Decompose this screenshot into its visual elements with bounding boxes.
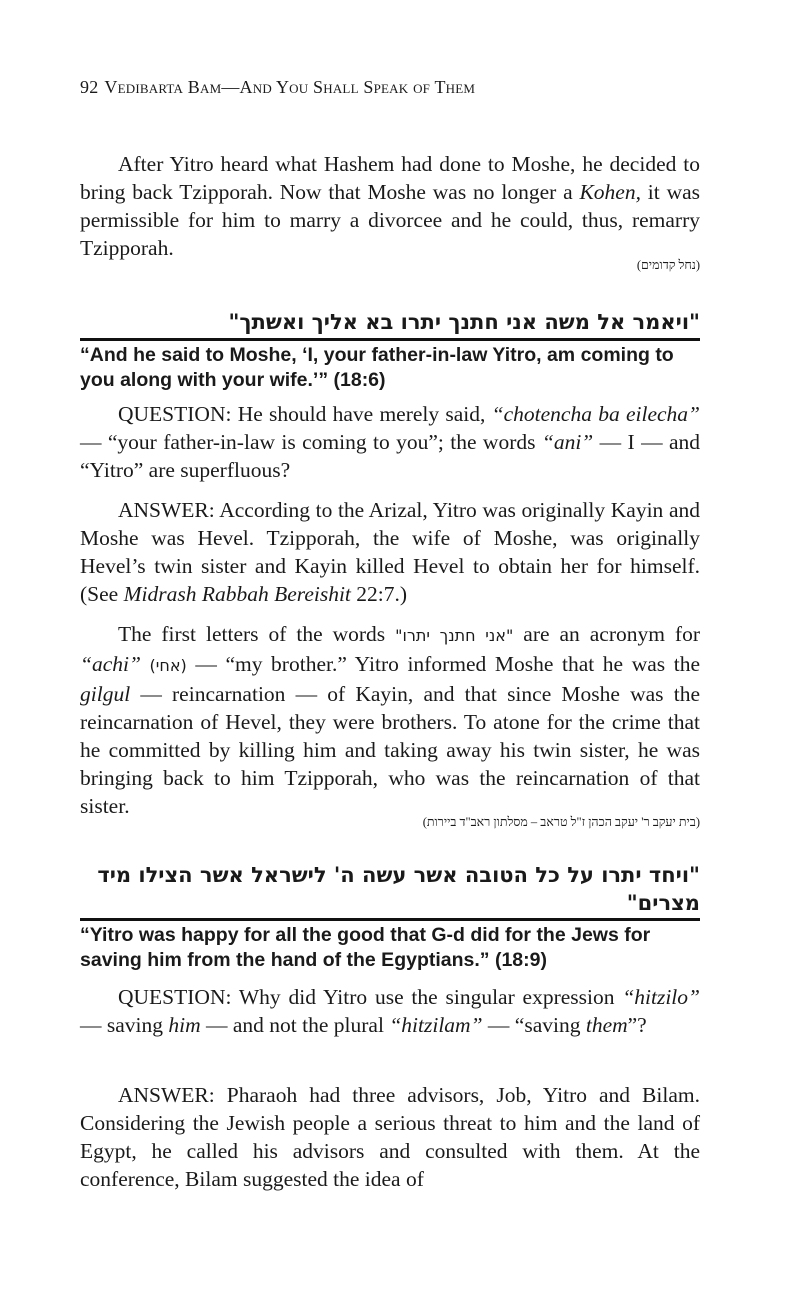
book-title: Vedibarta Bam—And You Shall Speak of Them — [104, 77, 476, 97]
intro-paragraph: After Yitro heard what Hashem had done to Moshe, he decided to bring back Tzipporah. Now that Moshe was no longer a Kohen, it was permissible for him to marry a divorcee and he could, thus, remarry Tzipporah. — [80, 152, 701, 260]
section1-source: (בית יעקב ר' יעקב הכהן ז"ל טראב – מסלתון ראב"ד ביירות) — [422, 815, 700, 829]
section1-english-title: “And he said to Moshe, ‘I, your father-in-law Yitro, am coming to you along with your wife.’” (18:6) — [80, 344, 674, 391]
section2-hebrew-title: "ויחד יתרו על כל הטובה אשר עשה ה' לישראל אשר הצילו מיד מצרים" — [97, 863, 700, 915]
section2-question: QUESTION: Why did Yitro use the singular expression “hitzilo” — saving him — and not the plural “hitzilam” — “saving them”? — [80, 985, 700, 1037]
running-head — [80, 77, 475, 98]
section1-answer-1: ANSWER: According to the Arizal, Yitro was originally Kayin and Moshe was Hevel. Tzipporah, the wife of Moshe, was originally Hevel’s twin sister and Kayin killed Hevel to obtain her for himself. (See Midrash Rabbah Bereishit 22:7.) — [80, 498, 700, 606]
page — [80, 0, 700, 1300]
section1-divider — [80, 338, 700, 341]
section1-answer-2: The first letters of the words "אני חתנך יתרו" are an acronym for “achi” (אחי) — “my brother.” Yitro informed Moshe that he was the gilgul — reincarnation — of Kayin, and that since Moshe was the reincarnation of Hevel, they were brothers. To atone for the crime that he committed by killing him and taking away his twin sister, he was bringing back to him Tzipporah, who was the reincarnation of that sister. — [80, 622, 700, 818]
hebrew-words: "אני חתנך יתרו" — [395, 626, 514, 645]
hebrew-achi: (אחי) — [149, 656, 187, 675]
section2-divider — [80, 918, 700, 921]
section1-hebrew-title: "ויאמר אל משה אני חתנך יתרו בא אליך ואשתך" — [228, 310, 700, 334]
page-number: 92 — [80, 77, 99, 97]
section2-english-title: “Yitro was happy for all the good that G-d did for the Jews for saving him from the hand of the Egyptians.” (18:9) — [80, 924, 651, 971]
section2-answer: ANSWER: Pharaoh had three advisors, Job, Yitro and Bilam. Considering the Jewish people a serious threat to him and the land of Egypt, he called his advisors and consulted with them. At the conference, Bilam suggested the idea of — [80, 1083, 700, 1191]
intro-source: (נחל קדומים) — [636, 258, 700, 272]
section1-question: QUESTION: He should have merely said, “chotencha ba eilecha” — “your father-in-law is coming to you”; the words “ani” — I — and “Yitro” are superfluous? — [80, 402, 701, 482]
